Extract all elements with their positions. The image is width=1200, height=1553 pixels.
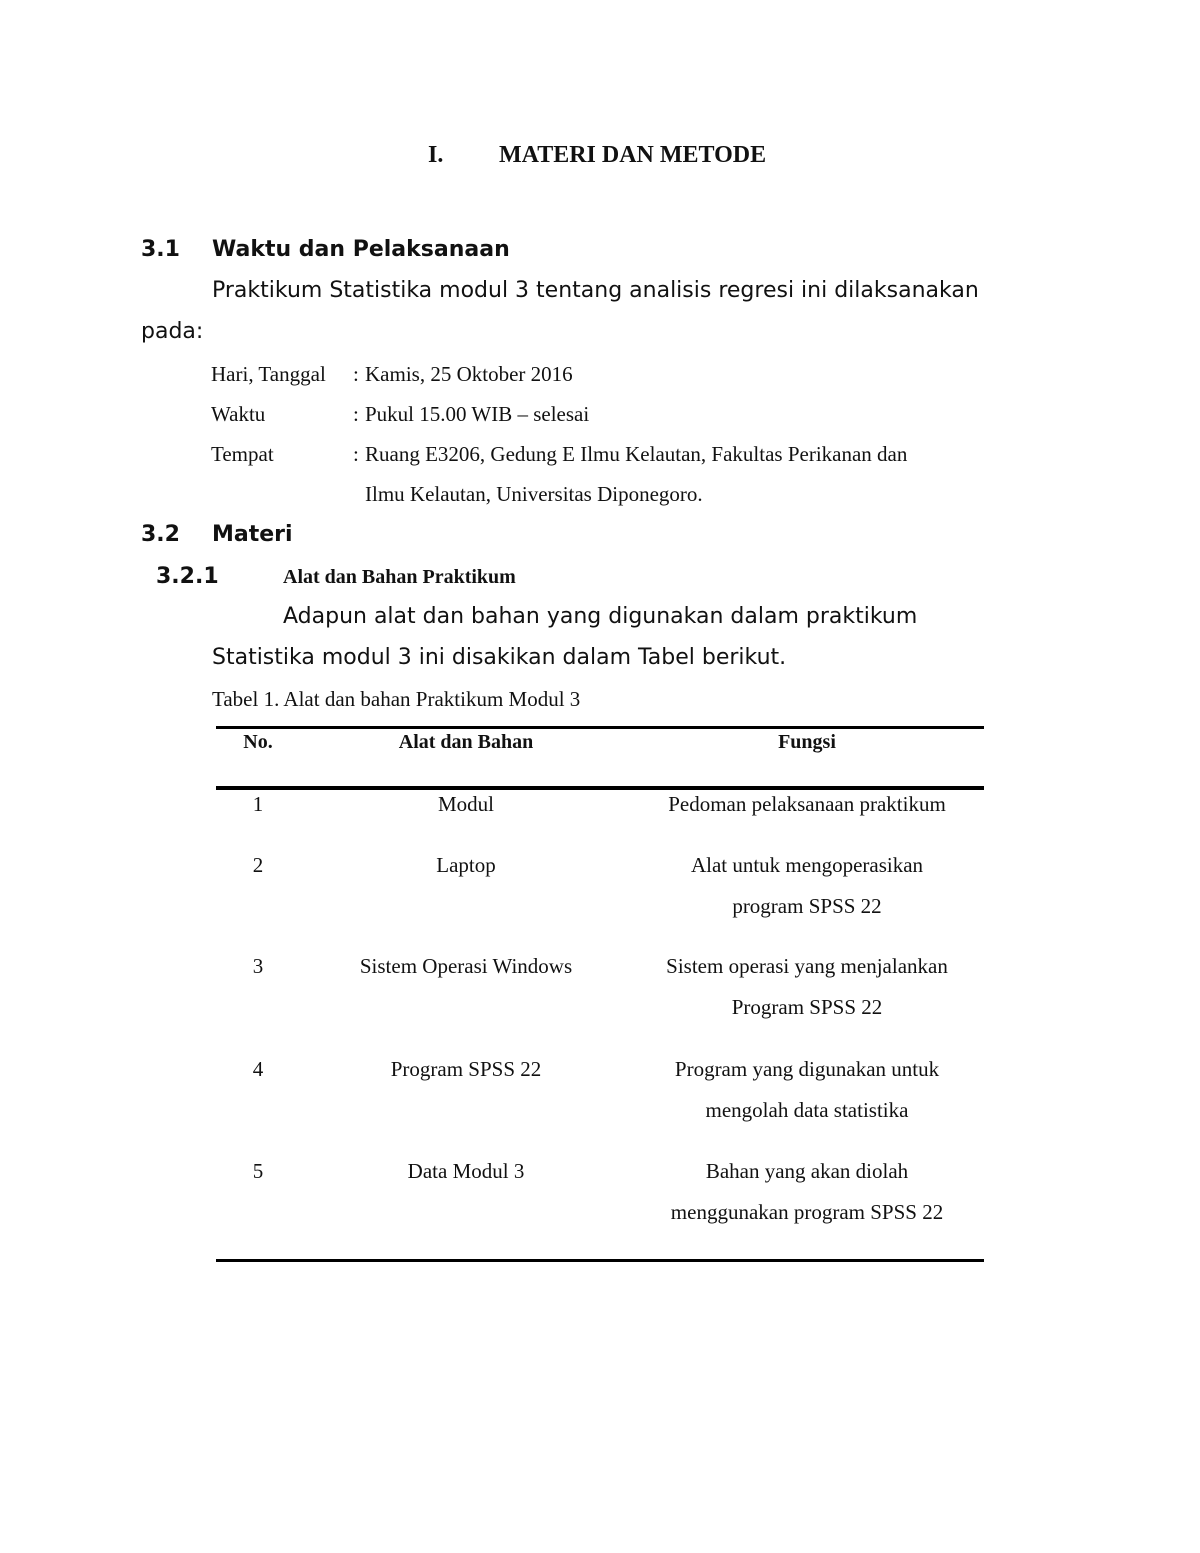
cell-no: 1: [252, 792, 264, 816]
cell-item: Data Modul 3: [407, 1159, 525, 1183]
detail-sep-date: :: [353, 362, 359, 386]
detail-label-time: Waktu: [211, 402, 266, 426]
intro-paragraph-line-2: pada:: [141, 319, 204, 344]
header-no: No.: [243, 731, 273, 753]
cell-no: 2: [252, 853, 264, 877]
subsection-3-2-1-title: Alat dan Bahan Praktikum: [283, 566, 516, 588]
cell-item: Sistem Operasi Windows: [359, 954, 573, 978]
detail-sep-time: :: [353, 402, 359, 426]
cell-no: 5: [252, 1159, 264, 1183]
cell-fungsi-cont: mengolah data statistika: [705, 1098, 909, 1122]
cell-fungsi: Alat untuk mengoperasikan: [690, 853, 924, 877]
subsection-3-2-1-number: 3.2.1: [156, 564, 219, 589]
detail-sep-place: :: [353, 442, 359, 466]
section-3-2-title: Materi: [212, 522, 293, 547]
cell-fungsi-cont: program SPSS 22: [732, 894, 882, 918]
detail-value-place-cont: Ilmu Kelautan, Universitas Diponegoro.: [365, 482, 703, 506]
cell-fungsi: Program yang digunakan untuk: [674, 1057, 940, 1081]
section-3-1-title: Waktu dan Pelaksanaan: [212, 237, 510, 262]
header-fungsi: Fungsi: [778, 731, 836, 753]
cell-fungsi-cont: menggunakan program SPSS 22: [670, 1200, 944, 1224]
table-bottom-rule: [216, 1259, 984, 1262]
section-3-2-number: 3.2: [141, 522, 180, 547]
detail-value-time: Pukul 15.00 WIB – selesai: [365, 402, 590, 426]
detail-value-date: Kamis, 25 Oktober 2016: [365, 362, 573, 386]
table-top-rule: [216, 726, 984, 729]
cell-no: 4: [252, 1057, 264, 1081]
header-item: Alat dan Bahan: [398, 731, 534, 753]
materials-paragraph-line-1: Adapun alat dan bahan yang digunakan dalam praktikum: [283, 604, 918, 629]
chapter-number: I.: [428, 142, 444, 168]
materials-paragraph-line-2: Statistika modul 3 ini disakikan dalam Tabel berikut.: [212, 645, 787, 670]
cell-item: Modul: [437, 792, 494, 816]
section-3-1-number: 3.1: [141, 237, 180, 262]
detail-value-place: Ruang E3206, Gedung E Ilmu Kelautan, Fakultas Perikanan dan: [365, 442, 908, 466]
cell-fungsi: Sistem operasi yang menjalankan: [666, 954, 948, 978]
intro-paragraph-line-1: Praktikum Statistika modul 3 tentang analisis regresi ini dilaksanakan: [212, 278, 979, 303]
cell-item: Laptop: [436, 853, 496, 877]
table-caption: Tabel 1. Alat dan bahan Praktikum Modul 3: [212, 687, 581, 711]
cell-item: Program SPSS 22: [390, 1057, 542, 1081]
chapter-title: MATERI DAN METODE: [499, 142, 767, 168]
detail-label-place: Tempat: [211, 442, 274, 466]
detail-label-date: Hari, Tanggal: [211, 362, 326, 386]
cell-fungsi-cont: Program SPSS 22: [731, 995, 883, 1019]
cell-fungsi: Bahan yang akan diolah: [705, 1159, 909, 1183]
cell-no: 3: [252, 954, 264, 978]
cell-fungsi: Pedoman pelaksanaan praktikum: [668, 792, 946, 816]
